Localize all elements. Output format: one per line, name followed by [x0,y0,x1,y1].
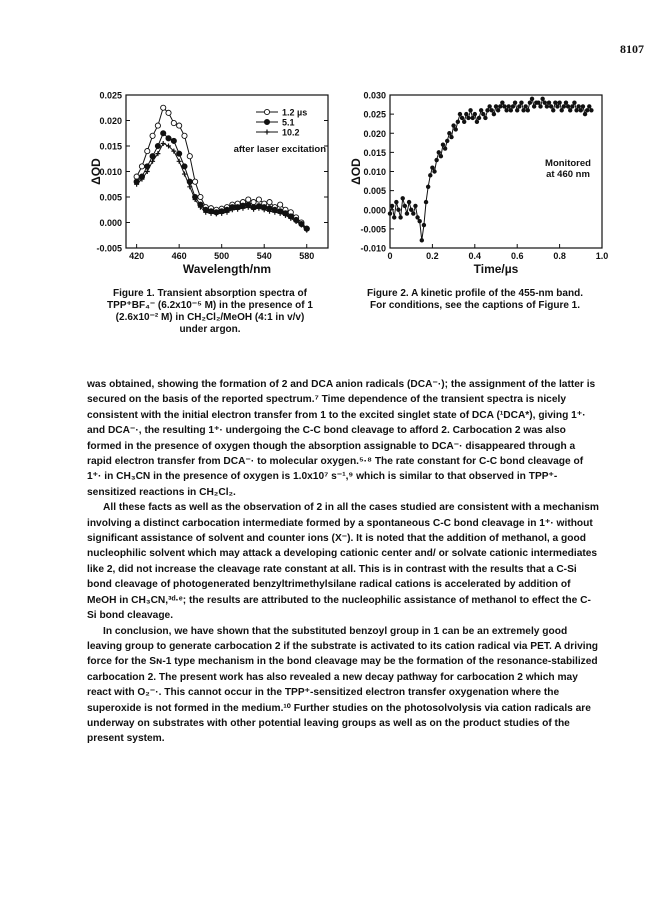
data-point [134,174,139,179]
y-tick-label: 0.030 [363,90,386,101]
data-point [490,108,494,112]
figure-2-chart [340,90,610,280]
data-point [589,108,593,112]
x-tick-label: 0.4 [468,251,482,261]
data-point [193,179,198,184]
figure-1-annotation: after laser excitation [233,144,326,155]
y-tick-label: -0.005 [96,243,122,254]
data-point [171,138,176,143]
data-point [454,127,458,131]
data-point [451,123,455,127]
data-point [434,158,438,162]
data-point [161,105,166,110]
y-tick-label: 0.010 [363,167,386,177]
data-point [198,194,203,199]
data-point [398,215,402,219]
data-point [139,164,144,169]
y-tick-label: 0.005 [99,192,122,203]
x-tick-label: 420 [129,251,145,261]
data-point [464,112,468,116]
data-point [409,208,413,212]
data-point [551,108,555,112]
data-point [460,116,464,120]
data-point [470,116,474,120]
data-point [390,204,394,208]
x-tick-label: 0 [387,251,393,261]
figure-1-caption-line: Figure 1. Transient absorption spectra of [113,288,307,299]
data-point [177,123,182,128]
data-point [462,120,466,124]
figure-2-caption [340,288,610,312]
data-point [487,104,491,108]
y-tick-label: 0.015 [363,147,386,158]
data-point [583,112,587,116]
data-point [581,104,585,108]
data-point [392,215,396,219]
data-point [161,141,166,146]
data-point [481,112,485,116]
data-point [564,100,568,104]
x-axis-label: Time/µs [473,262,519,276]
data-point [515,108,519,112]
data-point [557,100,561,104]
data-point [543,100,547,104]
data-point [246,197,251,202]
data-point [479,108,483,112]
data-point [171,120,176,125]
data-point [579,108,583,112]
data-point [430,165,434,169]
data-point [256,197,261,202]
data-point [251,200,256,205]
data-point [145,149,150,154]
data-point [496,108,500,112]
legend-marker [265,130,270,135]
data-point [443,146,447,150]
legend-label: 1.2 µs [282,107,308,118]
data-point [566,104,570,108]
data-point [523,104,527,108]
data-point [553,100,557,104]
y-tick-label: 0.010 [99,167,122,177]
data-point [572,100,576,104]
legend-marker [264,119,269,124]
figure-2-annotation: Monitored [545,157,591,169]
x-tick-label: 460 [171,251,187,261]
data-point [513,100,517,104]
data-point [545,104,549,108]
data-point [528,100,532,104]
data-point [521,108,525,112]
data-point [538,104,542,108]
data-point [426,185,430,189]
data-point [504,108,508,112]
data-point [415,215,419,219]
figure-2-caption-line: Figure 2. A kinetic profile of the 455-nm band. [367,288,583,299]
data-point [187,154,192,159]
data-point [388,211,392,215]
data-point [413,204,417,208]
paragraph: All these facts as well as the observation of 2 in all the cases studied are consistent with a mechanism involving a distinct carbocation intermediate formed by a spontaneous C-C bond cleavage in 1⁺· without significant assistance of solvent and counter ions (X⁻). It is noted that the addition of methanol, a good nucleophilic solvent which may attack a developing cationic center and/ or solvate cationic intermediates like 2, did not increase the cleavage rate constant at all. This is in contrast with the results that a C-Si bond cleavage of photogenerated benzyltrimethylsilane radical cations is accelerated by addition of MeOH in CH₃CN,³ᵈ·ᵉ; the results are attributed to the nucleophilic assistance of methanol to effect the C-Si bond cleavage. [87,502,599,622]
data-point [509,108,513,112]
series-line [137,143,307,230]
data-point [182,164,187,169]
y-tick-label: -0.010 [360,243,386,254]
x-tick-label: 580 [299,251,315,261]
paragraph: was obtained, showing the formation of 2 and DCA anion radicals (DCA⁻·); the assignment of the latter is secured on the basis of the reported spectrum.⁷ Time dependence of the transient spectra is nicely consistent with the initial electron transfer from 1 to the excited singlet state of DCA (¹DCA*), giving 1⁺· and DCA⁻·, the resulting 1⁺· undergoing the C-C bond cleavage to afford 2. Carbocation 2 was also formed in the presence of oxygen though the absorption assignable to DCA⁻· disappeared through a rapid electron transfer from DCA⁻· to molecular oxygen.⁵·⁸ The rate constant for C-C bond cleavage of 1⁺· in CH₃CN in the presence of oxygen is 1.0x10⁷ s⁻¹,⁹ which is similar to that observed in TPP⁺-sensitized reactions in CH₂Cl₂. [87,379,596,498]
data-point [483,116,487,120]
data-point [405,211,409,215]
data-point [585,108,589,112]
data-point [177,151,182,156]
data-point [439,154,443,158]
data-point [549,104,553,108]
data-point [432,169,436,173]
data-point [278,202,283,207]
y-tick-label: 0.000 [99,218,122,228]
data-point [547,100,551,104]
data-point [150,133,155,138]
x-tick-label: 540 [256,251,272,261]
legend-label: 5.1 [282,117,295,128]
data-point [477,116,481,120]
data-point [560,108,564,112]
y-axis-label: ΔOD [349,158,363,185]
data-point [574,108,578,112]
figure-1-caption-line: (2.6x10⁻² M) in CH₂Cl₂/MeOH (4:1 in v/v) [115,312,305,323]
figure-1-chart [80,90,340,280]
data-point [576,104,580,108]
data-point [449,135,453,139]
data-point [511,104,515,108]
legend-marker [264,109,269,114]
figure-2 [340,90,610,280]
data-point [456,120,460,124]
x-tick-label: 1.0 [595,251,609,261]
data-point [494,104,498,108]
data-point [445,139,449,143]
data-point [401,196,405,200]
data-point [485,108,489,112]
data-point [532,104,536,108]
data-point [182,133,187,138]
figure-1 [80,90,340,280]
plot-frame [126,95,328,248]
data-point [475,120,479,124]
x-axis-label: Wavelength/nm [182,262,272,276]
data-point [526,108,530,112]
data-point [562,104,566,108]
y-tick-label: 0.000 [363,205,386,216]
data-point [437,150,441,154]
figure-1-caption-line: under argon. [179,324,241,335]
figure-2-caption-line: For conditions, see the captions of Figure 1. [369,300,581,311]
data-point [267,200,272,205]
x-tick-label: 0.6 [510,251,524,261]
data-point [466,116,470,120]
paragraph: In conclusion, we have shown that the substituted benzoyl group in 1 can be an extremely good leaving group to generate carbocation 2 if the substrate is activated to its cation radical via PET. A driving force for the Sɴ-1 type mechanism in the bond cleavage may be the formation of the resonance-stabilized carbocation 2. The present work has also revealed a new decay pathway for carbocation 2 which may react with O₂⁻·. This cannot occur in the TPP⁺-sensitized electron transfer oxygenation where the superoxide is not formed in the medium.¹⁰ Further studies on the photosolvolysis via cation radicals are underway on substrates with other potential leaving groups as well as on the product studies of the present system. [87,625,599,745]
data-point [447,131,451,135]
data-point [498,104,502,108]
data-point [161,131,166,136]
y-tick-label: 0.025 [99,90,122,101]
y-tick-label: -0.005 [360,224,386,235]
data-point [502,104,506,108]
x-tick-label: 0.2 [426,251,439,261]
data-point [187,184,192,189]
legend-label: 10.2 [282,127,300,138]
data-point [411,211,415,215]
data-point [394,200,398,204]
data-point [555,104,559,108]
data-point [396,208,400,212]
data-point [166,136,171,141]
data-point [155,123,160,128]
data-point [530,97,534,101]
data-point [570,104,574,108]
x-tick-label: 0.8 [553,251,566,261]
data-point [500,100,504,104]
data-point [540,97,544,101]
figure-1-caption-line: TPP⁺BF₄⁻ (6.2x10⁻⁵ M) in the presence of 1 [107,300,313,311]
page-number: 8107 [620,42,644,56]
data-point [492,112,496,116]
data-point [517,104,521,108]
body-text [87,377,599,747]
data-point [587,104,591,108]
data-point [420,238,424,242]
data-point [417,219,421,223]
data-point [441,143,445,147]
data-point [422,223,426,227]
data-point [166,110,171,115]
data-point [403,204,407,208]
data-point [519,100,523,104]
data-point [507,104,511,108]
data-point [424,200,428,204]
data-point [568,108,572,112]
data-point [155,143,160,148]
y-axis-label: ΔOD [89,158,103,185]
data-point [473,112,477,116]
figure-1-caption [80,288,340,336]
figure-2-annotation: at 460 nm [546,168,590,180]
x-tick-label: 500 [214,251,230,261]
data-point [428,173,432,177]
y-tick-label: 0.025 [363,109,386,120]
data-point [468,108,472,112]
y-tick-label: 0.005 [363,186,386,197]
data-point [536,100,540,104]
y-tick-label: 0.020 [363,128,386,139]
data-point [458,112,462,116]
y-tick-label: 0.020 [99,116,122,126]
data-point [177,159,182,164]
data-point [407,200,411,204]
y-tick-label: 0.015 [99,141,122,152]
